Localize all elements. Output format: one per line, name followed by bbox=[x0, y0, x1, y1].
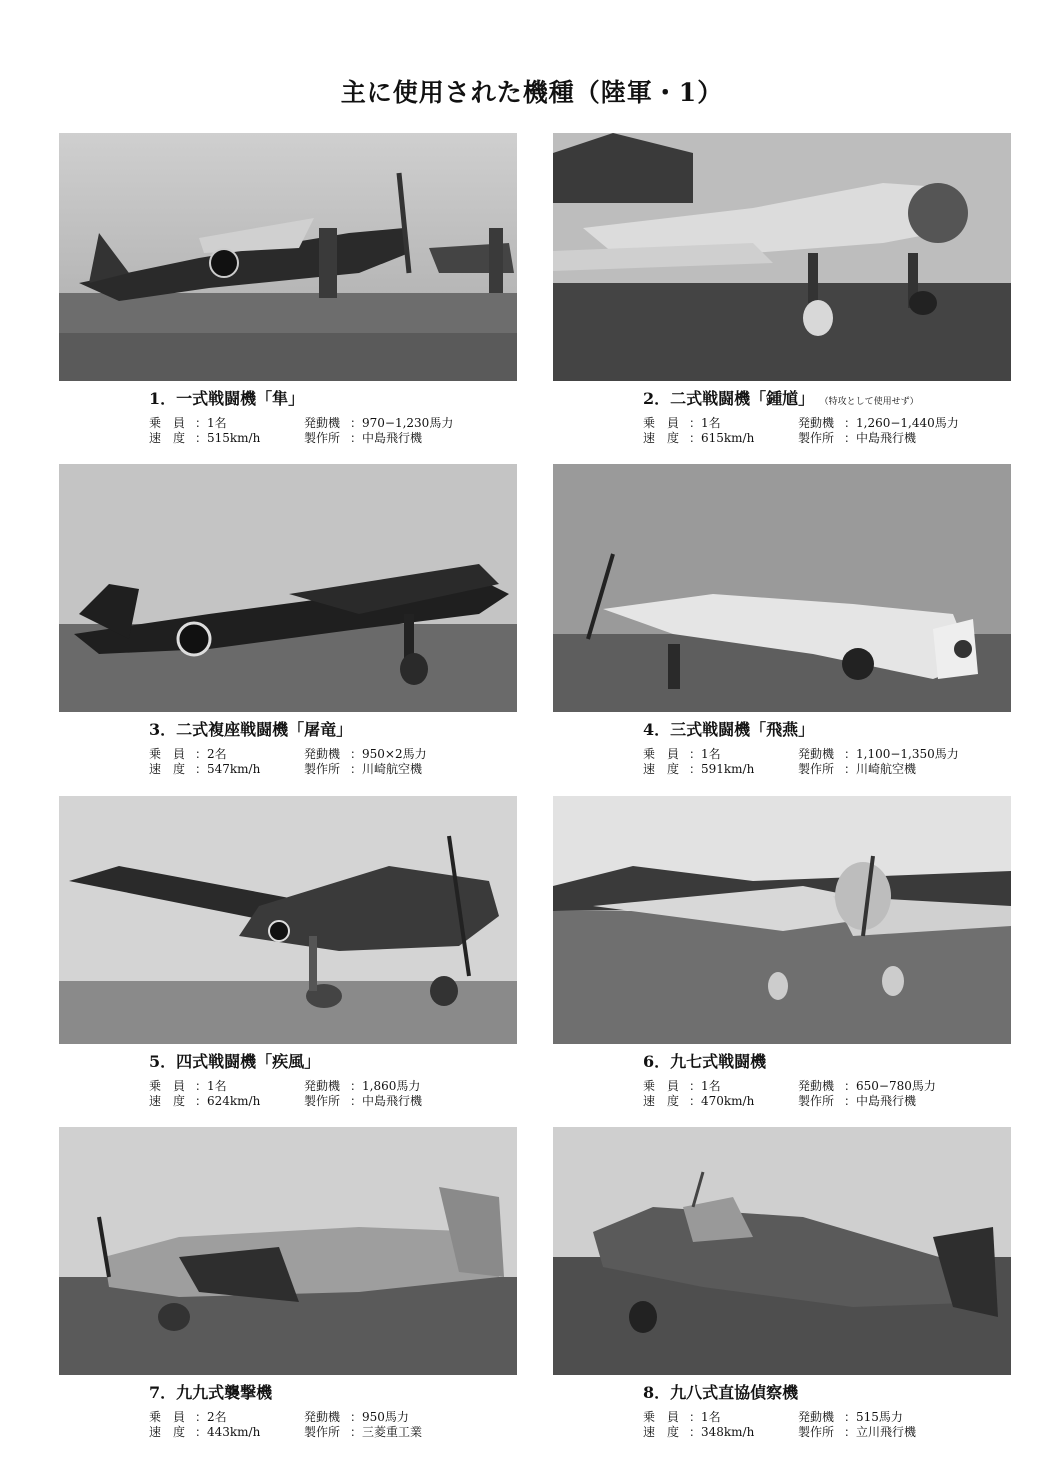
aircraft-name: 4．三式戦闘機「飛燕」 bbox=[643, 720, 815, 739]
engine-value: ：970−1,230馬力 bbox=[350, 416, 454, 430]
crew-value: ：2名 bbox=[195, 747, 227, 761]
maker-label: 製作所 bbox=[304, 431, 341, 445]
maker-label: 製作所 bbox=[304, 1425, 341, 1439]
aircraft-caption-3 bbox=[149, 720, 517, 777]
aircraft-name: 5．四式戦闘機「疾風」 bbox=[149, 1052, 321, 1071]
crew-value: ：2名 bbox=[195, 1410, 227, 1424]
speed-label: 速 度 bbox=[643, 762, 680, 776]
engine-value: ：1,100−1,350馬力 bbox=[844, 747, 959, 761]
engine-value: ：515馬力 bbox=[844, 1410, 903, 1424]
aircraft-photo-4 bbox=[553, 464, 1011, 712]
speed-value: ：348km/h bbox=[689, 1425, 755, 1439]
page-title: 主に使用された機種（陸軍・1） bbox=[340, 78, 724, 107]
engine-label: 発動機 bbox=[798, 1079, 835, 1093]
speed-value: ：515km/h bbox=[195, 431, 261, 445]
aircraft-card-4 bbox=[553, 464, 1011, 777]
speed-value: ：615km/h bbox=[689, 431, 755, 445]
maker-label: 製作所 bbox=[304, 1094, 341, 1108]
crew-value: ：1名 bbox=[689, 416, 721, 430]
aircraft-name: 8．九八式直協偵察機 bbox=[643, 1383, 799, 1402]
aircraft-caption-6 bbox=[643, 1052, 1011, 1109]
maker-label: 製作所 bbox=[304, 762, 341, 776]
engine-value: ：950馬力 bbox=[350, 1410, 409, 1424]
aircraft-caption-4 bbox=[643, 720, 1011, 777]
engine-value: ：650−780馬力 bbox=[844, 1079, 936, 1093]
maker-label: 製作所 bbox=[798, 762, 835, 776]
aircraft-caption-5 bbox=[149, 1052, 517, 1109]
engine-value: ：1,260−1,440馬力 bbox=[844, 416, 959, 430]
aircraft-name: 6．九七式戦闘機 bbox=[643, 1052, 767, 1071]
maker-value: ：中島飛行機 bbox=[844, 431, 917, 445]
aircraft-name: 1．一式戦闘機「隼」 bbox=[149, 389, 305, 408]
aircraft-caption-1 bbox=[149, 389, 517, 446]
crew-value: ：1名 bbox=[689, 1079, 721, 1093]
aircraft-card-5 bbox=[59, 796, 517, 1109]
aircraft-name: 7．九九式襲撃機 bbox=[149, 1383, 273, 1402]
engine-label: 発動機 bbox=[798, 416, 835, 430]
engine-value: ：950×2馬力 bbox=[350, 747, 427, 761]
aircraft-photo-5 bbox=[59, 796, 517, 1044]
aircraft-card-2 bbox=[553, 133, 1011, 446]
crew-label: 乗 員 bbox=[643, 1079, 680, 1093]
maker-value: ：立川飛行機 bbox=[844, 1425, 917, 1439]
crew-label: 乗 員 bbox=[643, 1410, 680, 1424]
engine-label: 発動機 bbox=[304, 1410, 341, 1424]
crew-label: 乗 員 bbox=[149, 1079, 186, 1093]
speed-label: 速 度 bbox=[149, 1094, 186, 1108]
aircraft-card-3 bbox=[59, 464, 517, 777]
crew-label: 乗 員 bbox=[643, 416, 680, 430]
speed-value: ：443km/h bbox=[195, 1425, 261, 1439]
aircraft-photo-3 bbox=[59, 464, 517, 712]
speed-label: 速 度 bbox=[149, 1425, 186, 1439]
aircraft-photo-7 bbox=[59, 1127, 517, 1375]
aircraft-card-1 bbox=[59, 133, 517, 446]
maker-label: 製作所 bbox=[798, 1094, 835, 1108]
aircraft-caption-7 bbox=[149, 1383, 517, 1440]
engine-label: 発動機 bbox=[798, 1410, 835, 1424]
aircraft-caption-8 bbox=[643, 1383, 1011, 1440]
aircraft-photo-2 bbox=[553, 133, 1011, 381]
maker-value: ：中島飛行機 bbox=[350, 1094, 423, 1108]
maker-value: ：川崎航空機 bbox=[844, 762, 917, 776]
crew-label: 乗 員 bbox=[149, 1410, 186, 1424]
speed-value: ：470km/h bbox=[689, 1094, 755, 1108]
aircraft-photo-1 bbox=[59, 133, 517, 381]
aircraft-name: 3．二式複座戦闘機「屠竜」 bbox=[149, 720, 353, 739]
maker-value: ：中島飛行機 bbox=[844, 1094, 917, 1108]
aircraft-photo-6 bbox=[553, 796, 1011, 1044]
engine-label: 発動機 bbox=[798, 747, 835, 761]
aircraft-card-6 bbox=[553, 796, 1011, 1109]
crew-value: ：1名 bbox=[195, 1079, 227, 1093]
engine-label: 発動機 bbox=[304, 747, 341, 761]
speed-value: ：591km/h bbox=[689, 762, 755, 776]
crew-value: ：1名 bbox=[195, 416, 227, 430]
crew-label: 乗 員 bbox=[643, 747, 680, 761]
crew-label: 乗 員 bbox=[149, 747, 186, 761]
maker-label: 製作所 bbox=[798, 431, 835, 445]
aircraft-card-8 bbox=[553, 1127, 1011, 1440]
maker-value: ：川崎航空機 bbox=[350, 762, 423, 776]
engine-label: 発動機 bbox=[304, 416, 341, 430]
speed-value: ：624km/h bbox=[195, 1094, 261, 1108]
speed-value: ：547km/h bbox=[195, 762, 261, 776]
aircraft-photo-8 bbox=[553, 1127, 1011, 1375]
crew-label: 乗 員 bbox=[149, 416, 186, 430]
crew-value: ：1名 bbox=[689, 747, 721, 761]
speed-label: 速 度 bbox=[149, 762, 186, 776]
maker-label: 製作所 bbox=[798, 1425, 835, 1439]
crew-value: ：1名 bbox=[689, 1410, 721, 1424]
speed-label: 速 度 bbox=[643, 431, 680, 445]
speed-label: 速 度 bbox=[149, 431, 186, 445]
speed-label: 速 度 bbox=[643, 1425, 680, 1439]
maker-value: ：三菱重工業 bbox=[350, 1425, 423, 1439]
aircraft-card-7 bbox=[59, 1127, 517, 1440]
aircraft-name: 2．二式戦闘機「鍾馗」 bbox=[643, 389, 815, 408]
aircraft-note: （特攻として使用せず） bbox=[824, 397, 919, 407]
speed-label: 速 度 bbox=[643, 1094, 680, 1108]
engine-value: ：1,860馬力 bbox=[350, 1079, 421, 1093]
engine-label: 発動機 bbox=[304, 1079, 341, 1093]
maker-value: ：中島飛行機 bbox=[350, 431, 423, 445]
aircraft-caption-2 bbox=[643, 389, 1011, 446]
